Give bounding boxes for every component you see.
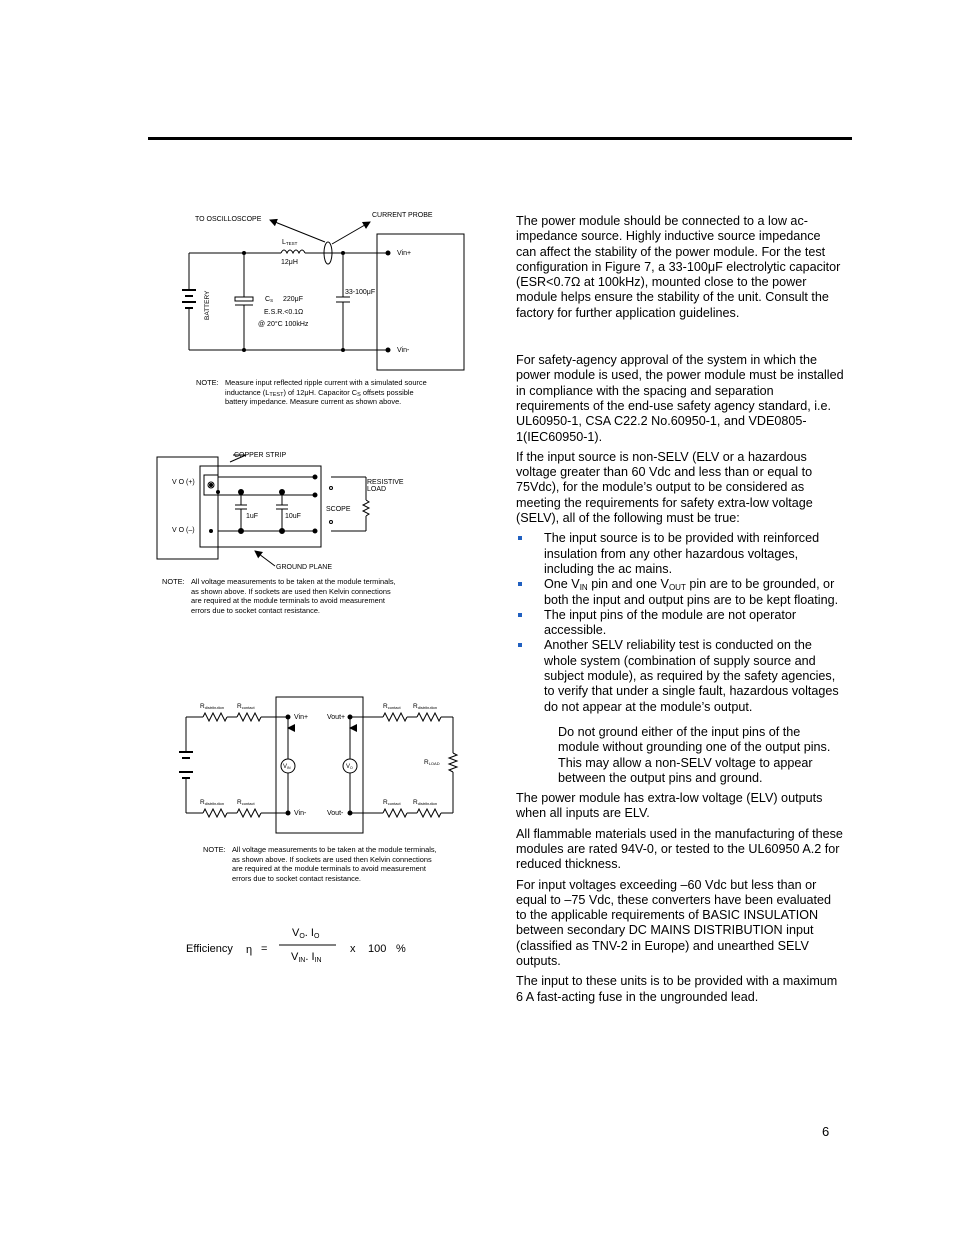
svg-text:LTEST: LTEST xyxy=(282,239,298,246)
svg-text:CS: CS xyxy=(265,296,274,303)
svg-text:x: x xyxy=(350,943,356,955)
para-basic-insulation: For input voltages exceeding –60 Vdc but less than or equal to –75 Vdc, these converters have been evaluated to the applicable requirements of BASIC INSULATION between secondary DC MAINS DISTRIBUTION input (classified as TNV-2 in Europe) and unearthed SELV outputs. xyxy=(516,877,832,969)
svg-text:VO. IO: VO. IO xyxy=(292,927,320,940)
svg-text:Vin+: Vin+ xyxy=(294,714,309,721)
svg-text:Rdistribution: Rdistribution xyxy=(413,703,438,710)
svg-text:LOAD: LOAD xyxy=(367,486,387,493)
svg-text:Vin-: Vin- xyxy=(294,810,307,817)
svg-text:1uF: 1uF xyxy=(246,513,259,520)
fig3-nodes xyxy=(286,715,353,816)
svg-text:η: η xyxy=(246,944,253,956)
svg-text:Rcontact: Rcontact xyxy=(237,703,255,710)
list-item: Another SELV reliability test is conducted on the whole system (combination of supply source and subject module), as required by the safety agencies, to verify that under a single fault, hazardous voltages do not appear at the module’s output. xyxy=(516,638,844,714)
svg-text:SCOPE: SCOPE xyxy=(326,506,351,513)
para-fuse: The input to these units is to be provided with a maximum 6 A fast-acting fuse in the ungrounded lead. xyxy=(516,974,838,1004)
bullet-icon xyxy=(518,582,522,586)
svg-text:10uF: 10uF xyxy=(285,513,301,520)
svg-text:E.S.R.<0.1Ω: E.S.R.<0.1Ω xyxy=(264,309,304,316)
para-elv: The power module has extra-low voltage (ELV) outputs when all inputs are ELV. xyxy=(516,791,823,821)
fig1-battery: BATTERY xyxy=(204,290,211,320)
svg-text:Rdistribution: Rdistribution xyxy=(200,703,225,710)
svg-text:Rcontact: Rcontact xyxy=(383,799,401,806)
page-number: 6 xyxy=(822,1124,830,1139)
fig1-probe: CURRENT PROBE xyxy=(372,212,433,219)
para-non-selv: If the input source is non-SELV (ELV or a hazardous voltage greater than 60 Vdc and less than or equal to 75Vdc), for the module’s output to be considered as meeting the requirements for safety extra-low voltage (SELV), all of the following must be true: xyxy=(516,449,813,526)
svg-text:%: % xyxy=(396,943,406,955)
svg-text:Rdistribution: Rdistribution xyxy=(200,799,225,806)
svg-text:COPPER STRIP: COPPER STRIP xyxy=(234,452,287,459)
svg-text:Rcontact: Rcontact xyxy=(383,703,401,710)
svg-text:Rdistribution: Rdistribution xyxy=(413,799,438,806)
svg-text:12μH: 12μH xyxy=(281,259,298,266)
svg-text:33-100μF: 33-100μF xyxy=(345,289,376,296)
svg-text:RLOAD: RLOAD xyxy=(424,759,440,766)
svg-text:GROUND PLANE: GROUND PLANE xyxy=(276,564,333,571)
svg-text:Vin-: Vin- xyxy=(397,347,410,354)
bullet-icon xyxy=(518,613,522,617)
fig3-labels xyxy=(200,703,440,817)
selv-requirements-list xyxy=(516,531,844,715)
svg-text:=: = xyxy=(261,943,268,955)
efficiency-measurement-circuit xyxy=(179,697,457,833)
svg-text:@ 20°C 100kHz: @ 20°C 100kHz xyxy=(258,321,309,328)
list-item: The input pins of the module are not operator accessible. xyxy=(516,608,844,639)
bullet-icon xyxy=(518,536,522,540)
right-column-text xyxy=(516,214,844,1010)
fig2-labels xyxy=(172,452,404,571)
para-safety: For safety-agency approval of the system in which the power module is used, the power module must be installed in compliance with the spacing and separation requirements of the end-use safety agency standard, i.e. UL60950-1, CSA C22.2 No.60950-1, and VDE0805-1(IEC60950-1). xyxy=(516,353,844,444)
para-caution: Do not ground either of the input pins of the module without grounding one of the output pins. This may allow a non-SELV voltage to appear between the output pins and ground. xyxy=(558,724,831,785)
input-ripple-test-circuit xyxy=(182,220,464,370)
para-flammability: All flammable materials used in the manufacturing of these modules are rated 94V-0, or tested to the UL60950 A.2 for reduced thickness. xyxy=(516,826,843,872)
svg-text:Efficiency: Efficiency xyxy=(186,943,233,955)
svg-text:Vout+: Vout+ xyxy=(327,714,346,721)
para-input-filtering: The power module should be connected to a low ac-impedance source. Highly inductive source impedance can affect the stability of the power module. For the test configuration in Figure 7, a 33-100μF electrolytic capacitor (ESR<0.7Ω at 100kHz), mounted close to the power module helps ensure the stability of the unit. Consult the factory for further application guidelines. xyxy=(516,214,841,320)
svg-text:RESISTIVE: RESISTIVE xyxy=(367,479,404,486)
fig2-nodes xyxy=(210,475,333,534)
efficiency-equation xyxy=(186,927,406,964)
list-item: The input source is to be provided with reinforced insulation from any other hazardous voltages, including the ac mains. xyxy=(516,531,844,577)
svg-text:Vout-: Vout- xyxy=(327,810,344,817)
list-item: One $V_{IN}$ pin and one $V_{OUT}$ pin are to be grounded, or both the input and output pins are to be kept floating. xyxy=(516,577,844,608)
fig1-labels xyxy=(195,212,433,354)
bullet-icon xyxy=(518,643,522,647)
svg-text:VIN. IIN: VIN. IIN xyxy=(291,951,322,964)
svg-text:220μF: 220μF xyxy=(283,296,303,303)
fig1-to-osc: TO OSCILLOSCOPE xyxy=(195,216,262,223)
svg-text:Vin+: Vin+ xyxy=(397,250,412,257)
svg-text:V O (+): V O (+) xyxy=(172,479,195,486)
svg-text:Rcontact: Rcontact xyxy=(237,799,255,806)
svg-text:100: 100 xyxy=(368,943,387,955)
svg-text:VO: VO xyxy=(346,764,353,770)
svg-text:V O (–): V O (–) xyxy=(172,527,195,534)
svg-text:VIN: VIN xyxy=(283,764,291,770)
